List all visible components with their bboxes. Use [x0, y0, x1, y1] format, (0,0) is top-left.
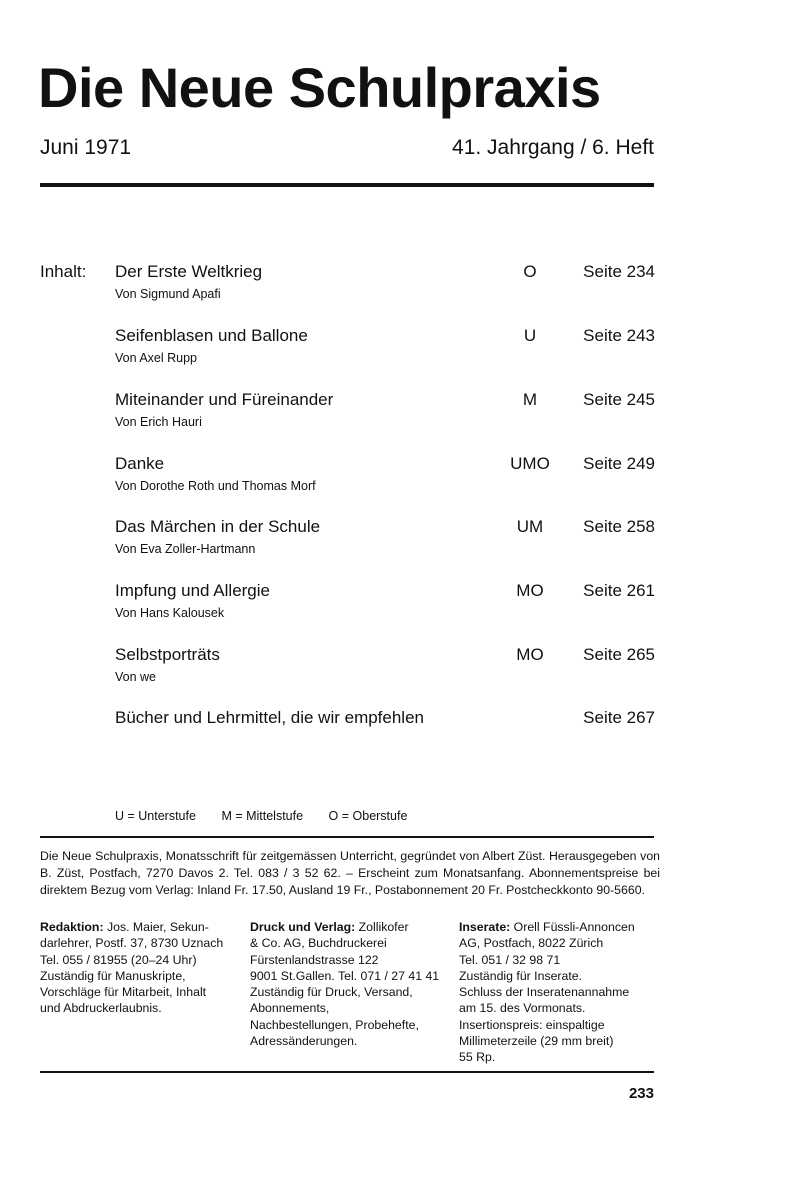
- toc-item-level: MO: [516, 645, 544, 664]
- toc-item-title: Danke: [115, 454, 165, 473]
- toc-item-level: UMO: [510, 454, 550, 473]
- inserate-line: 55 Rp.: [459, 1050, 496, 1065]
- toc-item: [115, 645, 655, 695]
- toc-item-level: MO: [516, 581, 544, 600]
- verlag-line: Adressänderungen.: [250, 1034, 358, 1049]
- issue-date: Juni 1971: [40, 136, 132, 159]
- imprint-divider-bottom: [40, 1071, 654, 1073]
- toc-item: [115, 390, 655, 440]
- inserate-line: Zuständig für Inserate.: [459, 968, 583, 983]
- redaktion-heading: Redaktion:: [40, 920, 104, 934]
- toc-item-page: Seite 249: [583, 454, 655, 473]
- toc-item-author: Von Eva Zoller-Hartmann: [115, 542, 256, 556]
- inserate-heading: Inserate:: [459, 920, 511, 934]
- verlag-line: Zollikofer: [355, 920, 409, 934]
- verlag-line: 9001 St.Gallen. Tel. 071 / 27 41 41: [250, 968, 440, 983]
- inserate-line: Tel. 051 / 32 98 71: [459, 952, 561, 967]
- toc-item: [115, 454, 655, 504]
- toc-item: [115, 517, 655, 567]
- legend-unterstufe: U = Unterstufe: [115, 809, 196, 823]
- toc-item: [115, 326, 655, 376]
- toc-item-title: Impfung und Allergie: [115, 581, 270, 600]
- toc-item-title: Seifenblasen und Ballone: [115, 326, 308, 345]
- toc-item-title: Bücher und Lehrmittel, die wir empfehlen: [115, 708, 424, 727]
- redaktion-line: Vorschläge für Mitarbeit, Inhalt: [40, 985, 207, 1000]
- inserate-line: Millimeterzeile (29 mm breit): [459, 1034, 614, 1049]
- header-divider: [40, 183, 654, 187]
- toc-item-title: Der Erste Weltkrieg: [115, 262, 263, 281]
- toc-item-title: Selbstporträts: [115, 645, 220, 664]
- verlag-heading: Druck und Verlag:: [250, 920, 356, 934]
- toc-item: [115, 262, 655, 312]
- verlag-line: Fürstenlandstrasse 122: [250, 952, 379, 967]
- toc-item-author: Von Sigmund Apafi: [115, 287, 221, 301]
- redaktion-line: Jos. Maier, Sekun-: [103, 920, 209, 934]
- issue-volume: 41. Jahrgang / 6. Heft: [452, 136, 654, 159]
- inserate-line: am 15. des Vormonats.: [459, 1001, 586, 1016]
- toc-item-page: Seite 234: [583, 262, 655, 281]
- legend-mittelstufe: M = Mittelstufe: [221, 809, 304, 823]
- redaktion-line: Zuständig für Manuskripte,: [40, 968, 186, 983]
- toc-item-page: Seite 258: [583, 517, 655, 536]
- toc-item-title: Miteinander und Füreinander: [115, 390, 334, 409]
- toc-item-page: Seite 243: [583, 326, 655, 345]
- imprint-divider-top: [40, 836, 654, 838]
- toc-item: [115, 708, 655, 758]
- toc-item-level: U: [523, 326, 537, 345]
- level-legend: [115, 809, 429, 823]
- verlag-column: [250, 919, 455, 1049]
- toc-item-author: Von Erich Hauri: [115, 415, 202, 429]
- redaktion-line: Tel. 055 / 81955 (20–24 Uhr): [40, 952, 197, 967]
- toc-item-author: Von we: [115, 670, 157, 684]
- verlag-line: Abonnements,: [250, 1001, 330, 1016]
- page-title: Die Neue Schulpraxis: [38, 56, 601, 119]
- inserate-line: Orell Füssli-Annoncen: [510, 920, 635, 934]
- toc-item-level: O: [523, 262, 537, 281]
- toc-item-page: Seite 245: [583, 390, 655, 409]
- redaktion-line: darlehrer, Postf. 37, 8730 Uznach: [40, 936, 224, 951]
- inserate-line: AG, Postfach, 8022 Zürich: [459, 936, 604, 951]
- toc-label: Inhalt:: [40, 262, 87, 281]
- redaktion-line: und Abdruckerlaubnis.: [40, 1001, 162, 1016]
- verlag-line: Nachbestellungen, Probehefte,: [250, 1017, 419, 1032]
- inserate-column: [459, 919, 664, 1066]
- toc-item-author: Von Axel Rupp: [115, 351, 198, 365]
- toc-item-level: UM: [516, 517, 544, 536]
- toc-item-author: Von Hans Kalousek: [115, 606, 225, 620]
- toc-item: [115, 581, 655, 631]
- toc-item-page: Seite 261: [583, 581, 655, 600]
- redaktion-column: [40, 919, 245, 1017]
- imprint-text: Die Neue Schulpraxis, Monatsschrift für zeitgemässen Unterricht, gegründet von Albert Züst. Herausgegeben von B. Züst, Postfach, 7270 Davos 2. Tel. 083 / 3 52 62. – Erscheint zum Monatsanfang. Abonnementspreise bei direktem Bezug vom Verlag: Inland Fr. 17.50, Ausland 19 Fr., Postabonnement 20 Fr. Postcheckkonto 90-5660.: [40, 849, 660, 897]
- page-number: 233: [628, 1085, 654, 1102]
- inserate-line: Insertionspreis: einspaltige: [459, 1017, 605, 1032]
- toc-item-page: Seite 267: [583, 708, 655, 727]
- toc-item-level: M: [522, 390, 538, 409]
- toc-item-author: Von Dorothe Roth und Thomas Morf: [115, 479, 316, 493]
- inserate-line: Schluss der Inseratenannahme: [459, 985, 630, 1000]
- legend-oberstufe: O = Oberstufe: [328, 809, 408, 823]
- verlag-line: Zuständig für Druck, Versand,: [250, 985, 413, 1000]
- verlag-line: & Co. AG, Buchdruckerei: [250, 936, 387, 951]
- toc-item-page: Seite 265: [583, 645, 655, 664]
- toc-item-title: Das Märchen in der Schule: [115, 517, 321, 536]
